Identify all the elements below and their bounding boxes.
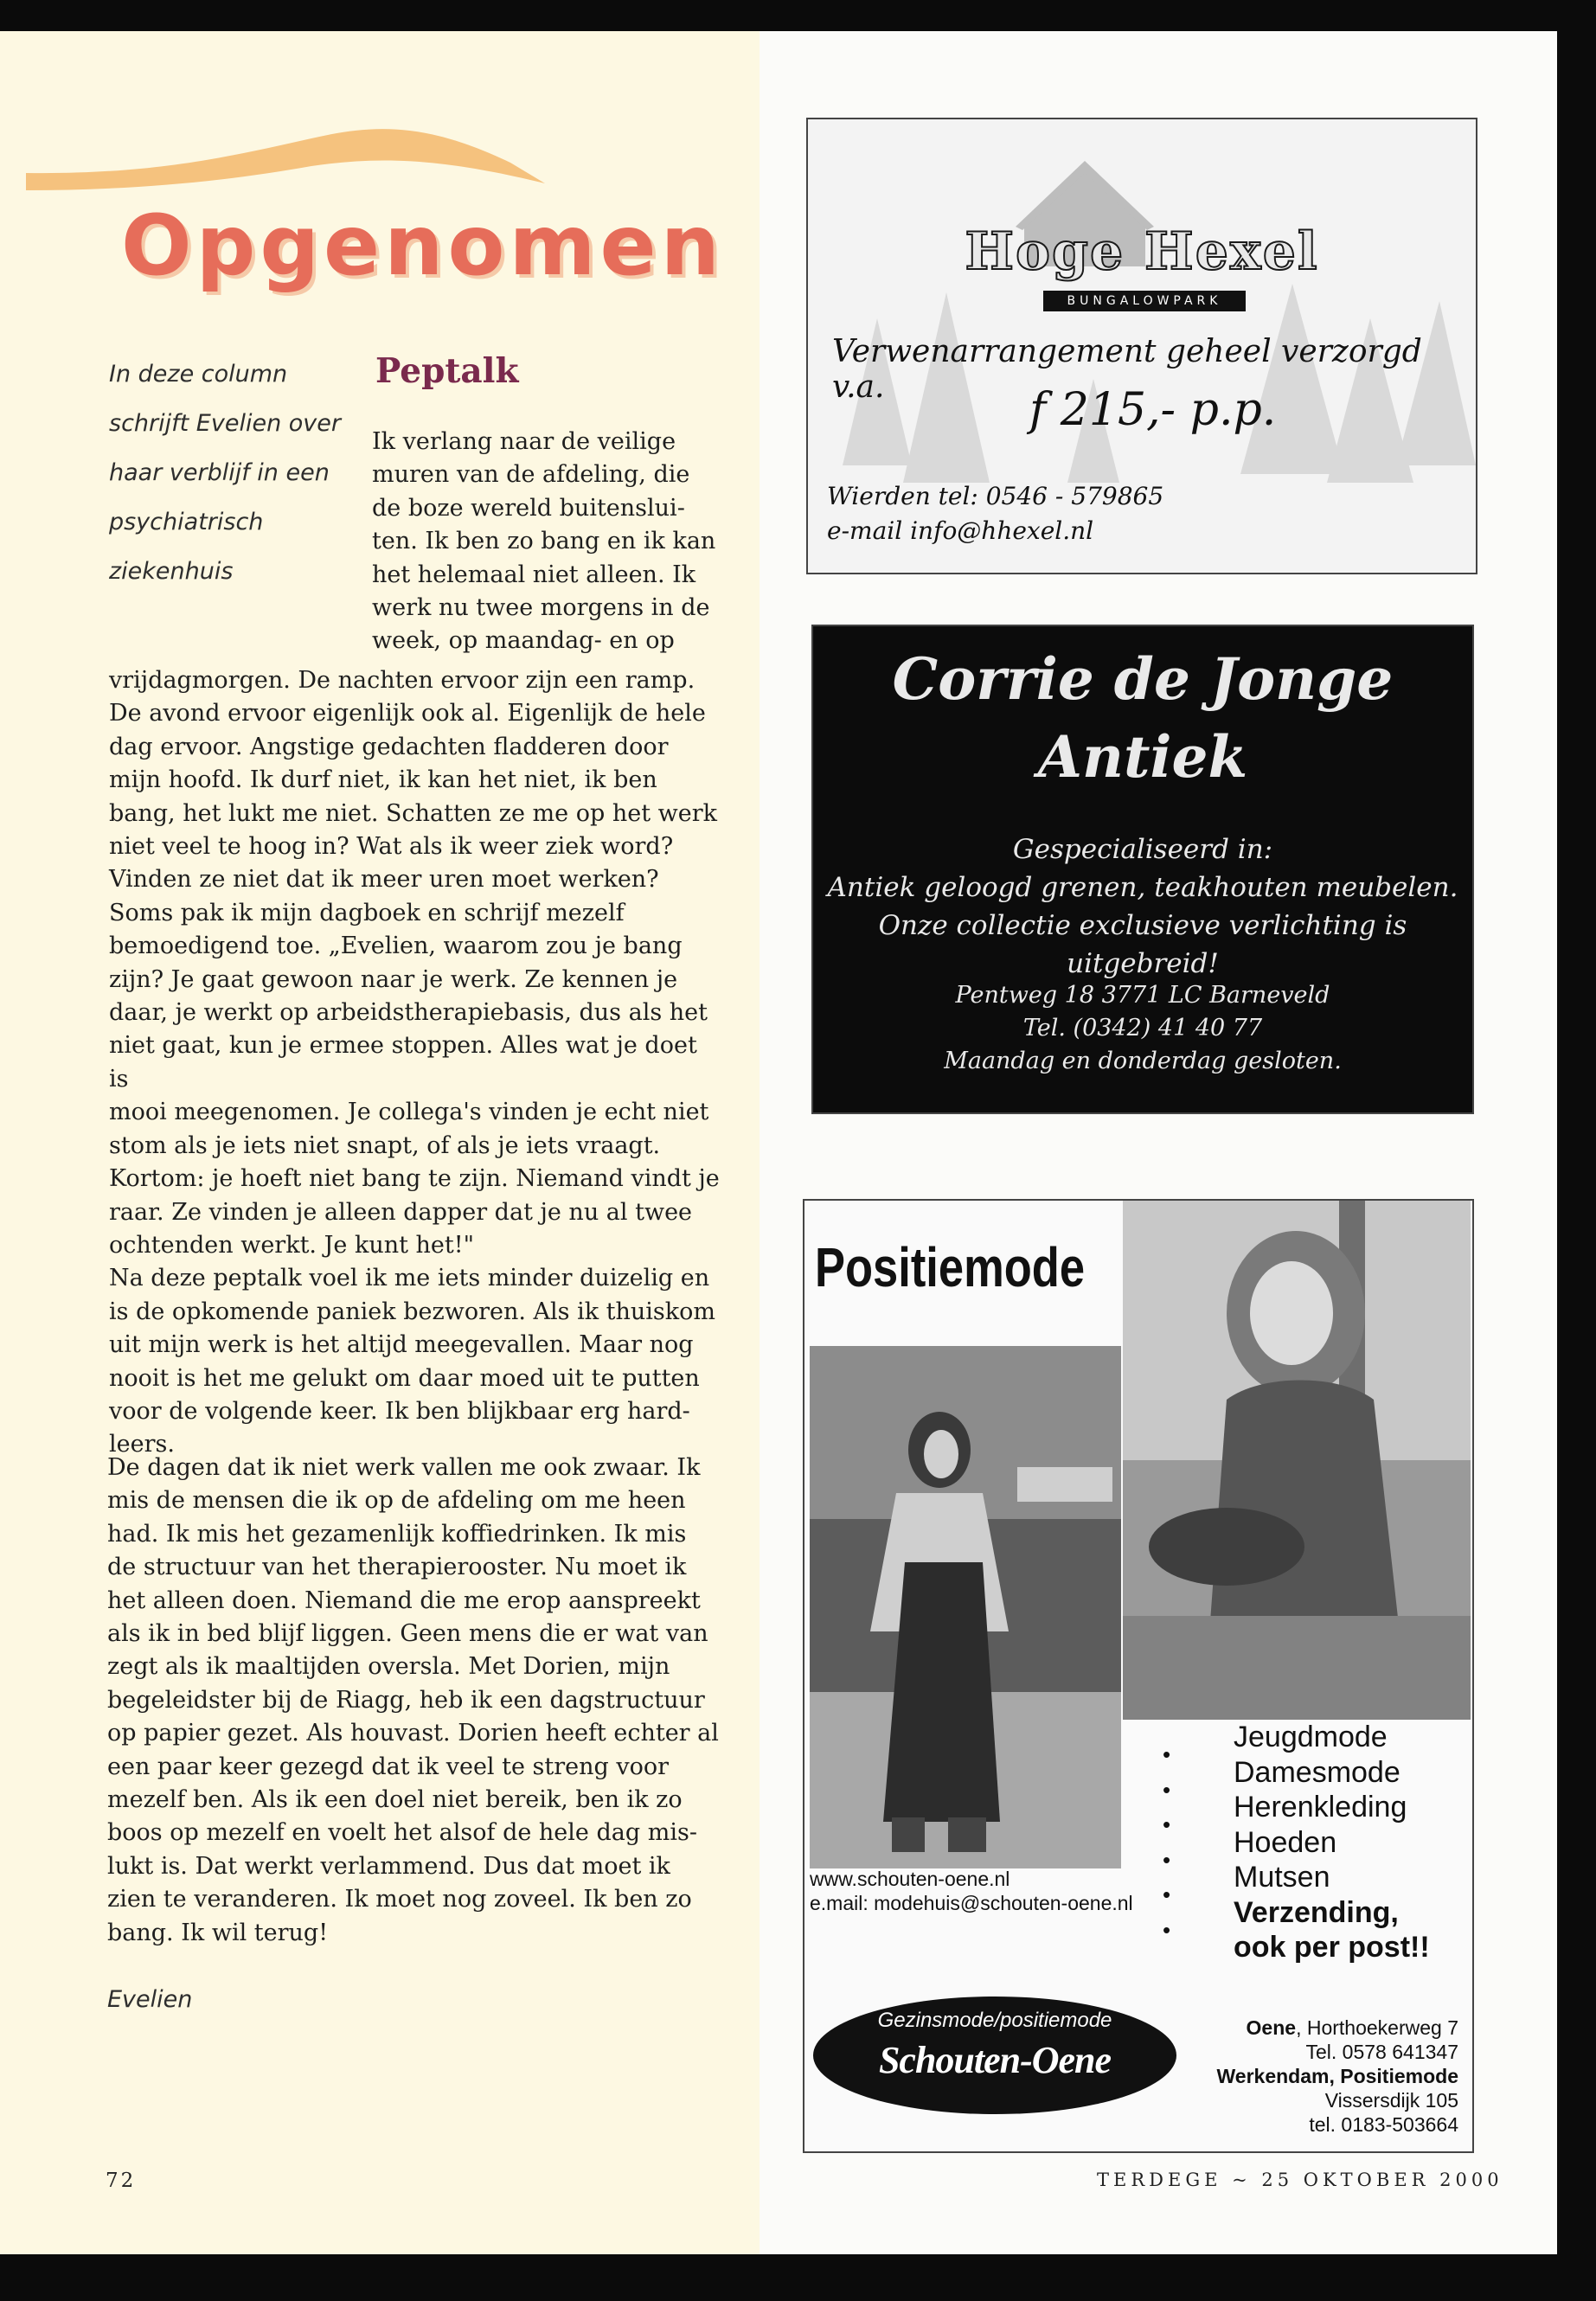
text-line: De avond ervoor eigenlijk ook al. Eigenlijk de hele [109,700,706,727]
address-phone: Tel. 0578 641347 [1305,2041,1458,2063]
shop-subtitle: Antiek [1037,723,1248,791]
text-line: de structuur van het therapierooster. Nu moet ik [107,1554,687,1581]
logo-brand: Schouten-Oene [878,2039,1112,2081]
sidebar-line: In deze column [109,361,288,388]
text-line: bang, het lukt me niet. Schatten ze me op het werk [109,799,718,827]
sidebar-line: ziekenhuis [109,558,234,585]
author-signature: Evelien [107,1986,193,2013]
text-line: als ik in bed blijf liggen. Geen mens die er wat van [107,1620,708,1648]
text-line: dag ervoor. Angstige gedachten fladderen door [109,733,669,760]
hoge-hexel-logo: Hoge Hexel [965,221,1319,282]
text-line: mis de mensen die ik op de afdeling om me heen [107,1487,686,1515]
text-line: vrijdagmorgen. De nachten ervoor zijn een ramp. [109,667,695,694]
sidebar-line: haar verblijf in een [109,459,330,486]
address-line: Maandag en donderdag gesloten. [944,1048,1342,1074]
specialty-line: Onze collectie exclusieve verlichting is uitgebreid! [878,910,1407,979]
address-place: Werkendam, Positiemode [1216,2065,1458,2087]
text-line: werk nu twee morgens in de [372,594,710,622]
text-line: het helemaal niet alleen. Ik [372,561,696,588]
publication-footer: TERDEGE ~ 25 OKTOBER 2000 [1097,2170,1503,2190]
text-line: Ik verlang naar de veilige [372,428,676,455]
text-line: stom als je iets niet snapt, of als je iets vraagt. [109,1131,661,1159]
text-line: is de opkomende paniek bezworen. Als ik thuiskom [109,1298,715,1325]
text-line: op papier gezet. Als houvast. Dorien heeft echter al [107,1720,719,1747]
specialty-line: Antiek geloogd grenen, teakhouten meubelen. [827,872,1458,903]
sidebar-line: schrijft Evelien over [109,410,341,437]
text-line: raar. Ze vinden je alleen dapper dat je nu al twee [109,1198,693,1226]
ad-schouten-oene [803,1199,1474,2153]
text-line: mezelf ben. Als ik een doel niet bereik, ben ik zo [107,1786,683,1814]
text-line: Vinden ze niet dat ik meer uren moet werken? [109,866,659,894]
contact-info [827,479,1163,548]
price-text: f 215,- p.p. [1029,384,1277,436]
address-place-bold [1185,2064,1458,2088]
text-line: boos op mezelf en voelt het alsof de hele dag mis- [107,1819,697,1847]
store-addresses [1185,2016,1458,2137]
product-item: Jeugdmode [1234,1721,1388,1753]
text-line: bang. Ik wil terug! [107,1919,329,1946]
page-number: 72 [106,2170,137,2192]
article-intro [372,426,718,658]
text-line: zegt als ik maaltijden oversla. Met Dorien, mijn [107,1653,670,1681]
text-line: ten. Ik ben zo bang en ik kan [372,528,716,555]
product-item: Mutsen [1234,1861,1330,1894]
article-body-part-2 [107,1452,721,1950]
article-title: Opgenomen [121,197,724,294]
pregnant-woman-photo [810,1346,1121,1868]
text-line: lukt is. Dat werkt verlammend. Dus dat moet ik [107,1852,670,1880]
product-item: Herenkleding [1234,1791,1407,1823]
text-line: mijn hoofd. Ik durf niet, ik kan het niet, ik ben [109,766,657,794]
article-subheading: Peptalk [375,351,519,391]
arrangement-tagline: Verwenarrangement geheel verzorgd v.a. [832,334,1422,405]
product-item: Damesmode [1234,1755,1401,1789]
text-line: Kortom: je hoeft niet bang te zijn. Niemand vindt je [109,1165,720,1193]
specialty-line: Gespecialiseerd in: [1012,834,1273,865]
text-line: een paar keer gezegd dat ik veel te streng voor [107,1753,670,1780]
phone-line: Wierden tel: 0546 - 579865 [827,482,1164,510]
text-line: had. Ik mis het gezamenlijk koffiedrinken. Ik mis [107,1520,687,1548]
address-line [1185,2016,1458,2040]
text-line: bemoedigend toe. „Evelien, waarom zou je bang [109,933,683,960]
shop-address [813,979,1472,1078]
text-line: zien te veranderen. Ik moet nog zoveel. Ik ben zo [107,1886,692,1913]
text-line: leers. [109,1431,175,1458]
text-line: zijn? Je gaat gewoon naar je werk. Ze kennen je [109,965,678,993]
bullet-column: • • • • • • [1163,1741,1171,1943]
email-line: e-mail info@hhexel.nl [827,516,1094,545]
scan-border-right [1557,0,1596,2301]
text-line: muren van de afdeling, die [372,461,690,489]
text-line: Na deze peptalk voel ik me iets minder duizelig en [109,1265,710,1292]
text-line: de boze wereld buitenslui- [372,494,685,522]
text-line: niet veel te hoog in? Wat als ik weer ziek word? [109,833,674,861]
text-line: daar, je werkt op arbeidstherapiebasis, dus als het [109,999,708,1027]
text-line: het alleen doen. Niemand die me erop aanspreekt [107,1586,701,1614]
email-link[interactable]: e.mail: modehuis@schouten-oene.nl [810,1892,1133,1914]
bungalowpark-label: BUNGALOWPARK [1043,291,1246,311]
text-line: voor de volgende keer. Ik ben blijkbaar erg hard- [109,1397,690,1425]
shipping-text: Verzending, [1234,1895,1399,1929]
scan-border-top [0,0,1596,31]
address-place: Oene [1246,2016,1297,2039]
product-list [1234,1720,1430,1965]
text-line: ochtenden werkt. Je kunt het!" [109,1231,475,1259]
article-body-part-1 [109,664,723,1462]
girl-with-cat-photo [1123,1201,1471,1720]
specialty-text [813,830,1472,983]
address-phone: tel. 0183-503664 [1309,2113,1458,2136]
text-line: De dagen dat ik niet werk vallen me ook zwaar. Ik [107,1454,701,1481]
address-street: Vissersdijk 105 [1324,2089,1458,2112]
shop-name: Corrie de Jonge [892,645,1394,713]
shipping-text: ook per post!! [1234,1931,1430,1964]
text-line: uit mijn werk is het altijd meegevallen. Maar nog [109,1331,694,1359]
product-item: Hoeden [1234,1825,1337,1859]
positiemode-heading: Positiemode [815,1236,1086,1298]
address-line: Tel. (0342) 41 40 77 [1022,1015,1263,1042]
web-contact [810,1867,1133,1915]
ad-corrie-de-jonge [811,625,1474,1114]
text-line: nooit is het me gelukt om daar moed uit te putten [109,1364,700,1392]
text-line: week, op maandag- en op [372,627,675,655]
text-line: begeleidster bij de Riagg, heb ik een dagstructuur [107,1686,705,1714]
sidebar-line: psychiatrisch [109,509,264,535]
text-line: Soms pak ik mijn dagboek en schrijf mezelf [109,899,625,926]
column-intro-sidebar [109,349,343,596]
logo-tagline: Gezinsmode/positiemode [877,2009,1112,2032]
ad-hoge-hexel [806,118,1477,574]
website-link[interactable]: www.schouten-oene.nl [810,1868,1010,1890]
scan-border-bottom [0,2254,1596,2301]
text-line: mooi meegenomen. Je collega's vinden je echt niet [109,1099,709,1126]
schouten-oene-logo [813,1997,1176,2114]
text-line: niet gaat, kun je ermee stoppen. Alles wat je doet is [109,1032,697,1093]
address-street: , Horthoekerweg 7 [1296,2016,1458,2039]
address-line: Pentweg 18 3771 LC Barneveld [955,982,1330,1009]
